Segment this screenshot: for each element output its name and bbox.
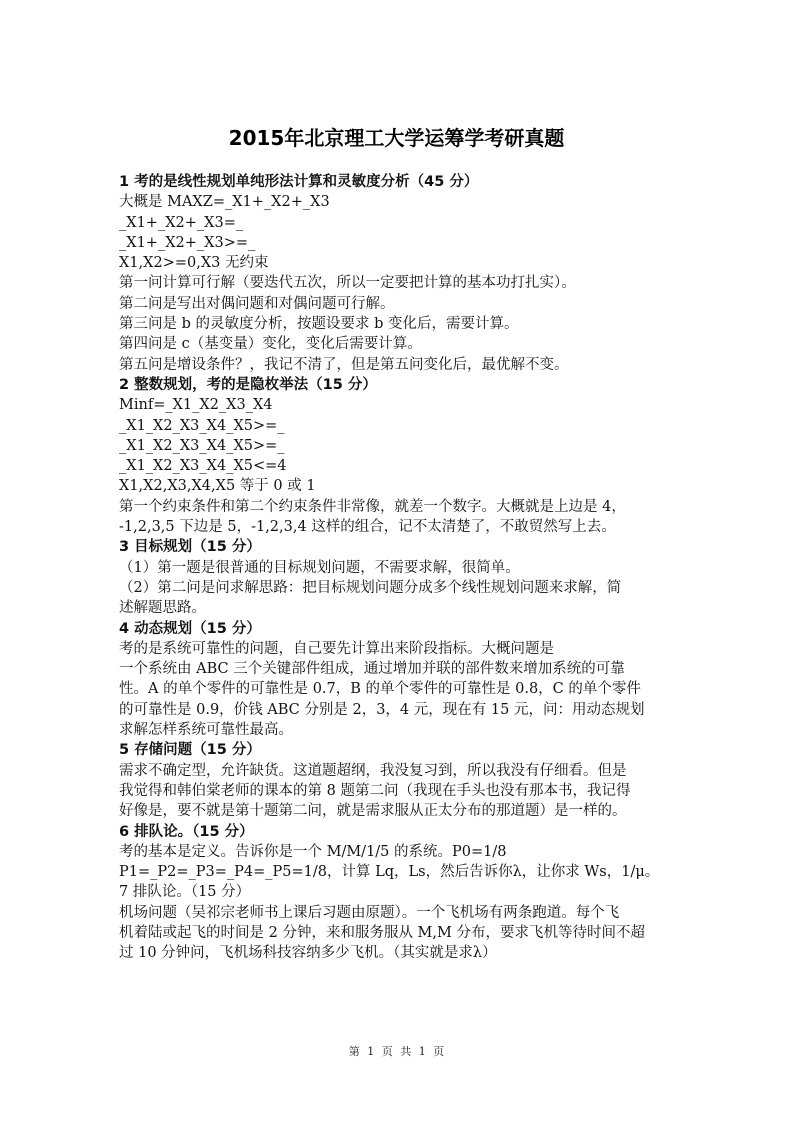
body-line: 过 10 分钟问，飞机场科技容纳多少飞机。（其实就是求λ）	[119, 945, 497, 962]
body-line: _X1_X2_X3_X4_X5<=4	[119, 458, 287, 475]
section-heading-7: 7 排队论。（15 分）	[119, 884, 251, 901]
body-line: _X1+_X2+_X3=_	[119, 214, 244, 231]
body-line: 考的基本是定义。告诉你是一个 M/M/1/5 的系统。P0=1/8	[119, 843, 507, 860]
section-heading-1: 1 考的是线性规划单纯形法计算和灵敏度分析（45 分）	[119, 174, 479, 190]
body-line: 第三问是 b 的灵敏度分析，按题设要求 b 变化后，需要计算。	[119, 316, 519, 333]
body-line: 的可靠性是 0.9，价钱 ABC 分别是 2，3，4 元，现在有 15 元，问：用动态规划	[119, 701, 645, 718]
body-line: （2）第二问是问求解思路：把目标规划问题分成多个线性规划问题来求解，简	[119, 579, 622, 596]
section-heading-3: 3 目标规划（15 分）	[119, 539, 261, 556]
body-line: 大概是 MAXZ=_X1+_X2+_X3	[119, 194, 330, 211]
body-line: 考的是系统可靠性的问题，自己要先计算出来阶段指标。大概问题是	[119, 640, 554, 657]
body-line: 第一个约束条件和第二个约束条件非常像，就差一个数字。大概就是上边是 4，	[119, 498, 626, 515]
body-line: （1）第一题是很普通的目标规划问题，不需要求解，很简单。	[119, 559, 520, 576]
section-heading-6: 6 排队论。（15 分）	[119, 823, 254, 840]
body-line: X1,X2>=0,X3 无约束	[119, 255, 269, 272]
body-line: 第五问是增设条件？，我记不清了，但是第五问变化后，最优解不变。	[119, 356, 569, 373]
body-line: 第一问计算可行解（要迭代五次，所以一定要把计算的基本功打扎实）。	[119, 275, 576, 292]
body-line: X1,X2,X3,X4,X5 等于 0 或 1	[119, 478, 316, 495]
body-line: 我觉得和韩伯棠老师的课本的第 8 题第二问（我现在手头也没有那本书，我记得	[119, 782, 631, 799]
body-line: 一个系统由 ABC 三个关键部件组成，通过增加并联的部件数来增加系统的可靠	[119, 661, 625, 678]
section-heading-2: 2 整数规划，考的是隐枚举法（15 分）	[119, 376, 377, 393]
body-line: 好像是，要不就是第十题第二问，就是需求服从正太分布的那道题）是一样的。	[119, 803, 627, 820]
body-line: -1,2,3,5 下边是 5，-1,2,3,4 这样的组合，记不太清楚了，不敢贸然写上去。	[119, 519, 616, 536]
section-heading-4: 4 动态规划（15 分）	[119, 620, 261, 637]
body-line: 需求不确定型，允许缺货。这道题超纲，我没复习到，所以我没有仔细看。但是	[119, 762, 627, 779]
body-line: 机场问题（吴祁宗老师书上课后习题由原题）。一个飞机场有两条跑道。每个飞	[119, 904, 620, 921]
body-line: 述解题思路。	[119, 600, 206, 617]
body-line: P1=_P2=_P3=_P4=_P5=1/8，计算 Lq，Ls，然后告诉你λ，让你求 Ws，1/μ。	[119, 864, 660, 881]
body-line: 求解怎样系统可靠性最高。	[119, 722, 293, 739]
body-line: _X1_X2_X3_X4_X5>=_	[119, 437, 285, 454]
body-line: _X1+_X2+_X3>=_	[119, 234, 256, 251]
body-line: _X1_X2_X3_X4_X5>=_	[119, 417, 285, 434]
body-line: 性。A 的单个零件的可靠性是 0.7，B 的单个零件的可靠性是 0.8，C 的单个零件	[119, 681, 641, 698]
body-line: 机着陆或起飞的时间是 2 分钟，来和服务服从 M,M 分布，要求飞机等待时间不超	[119, 924, 645, 941]
page-footer: 第 1 页 共 1 页	[348, 1045, 445, 1058]
body-line: Minf=_X1_X2_X3_X4	[119, 397, 273, 414]
section-heading-5: 5 存储问题（15 分）	[119, 742, 261, 759]
document-title: 2015年北京理工大学运筹学考研真题	[228, 126, 565, 150]
document-body	[119, 172, 679, 964]
body-line: 第二问是写出对偶问题和对偶问题可行解。	[119, 295, 395, 312]
body-line: 第四问是 c（基变量）变化，变化后需要计算。	[119, 336, 422, 353]
